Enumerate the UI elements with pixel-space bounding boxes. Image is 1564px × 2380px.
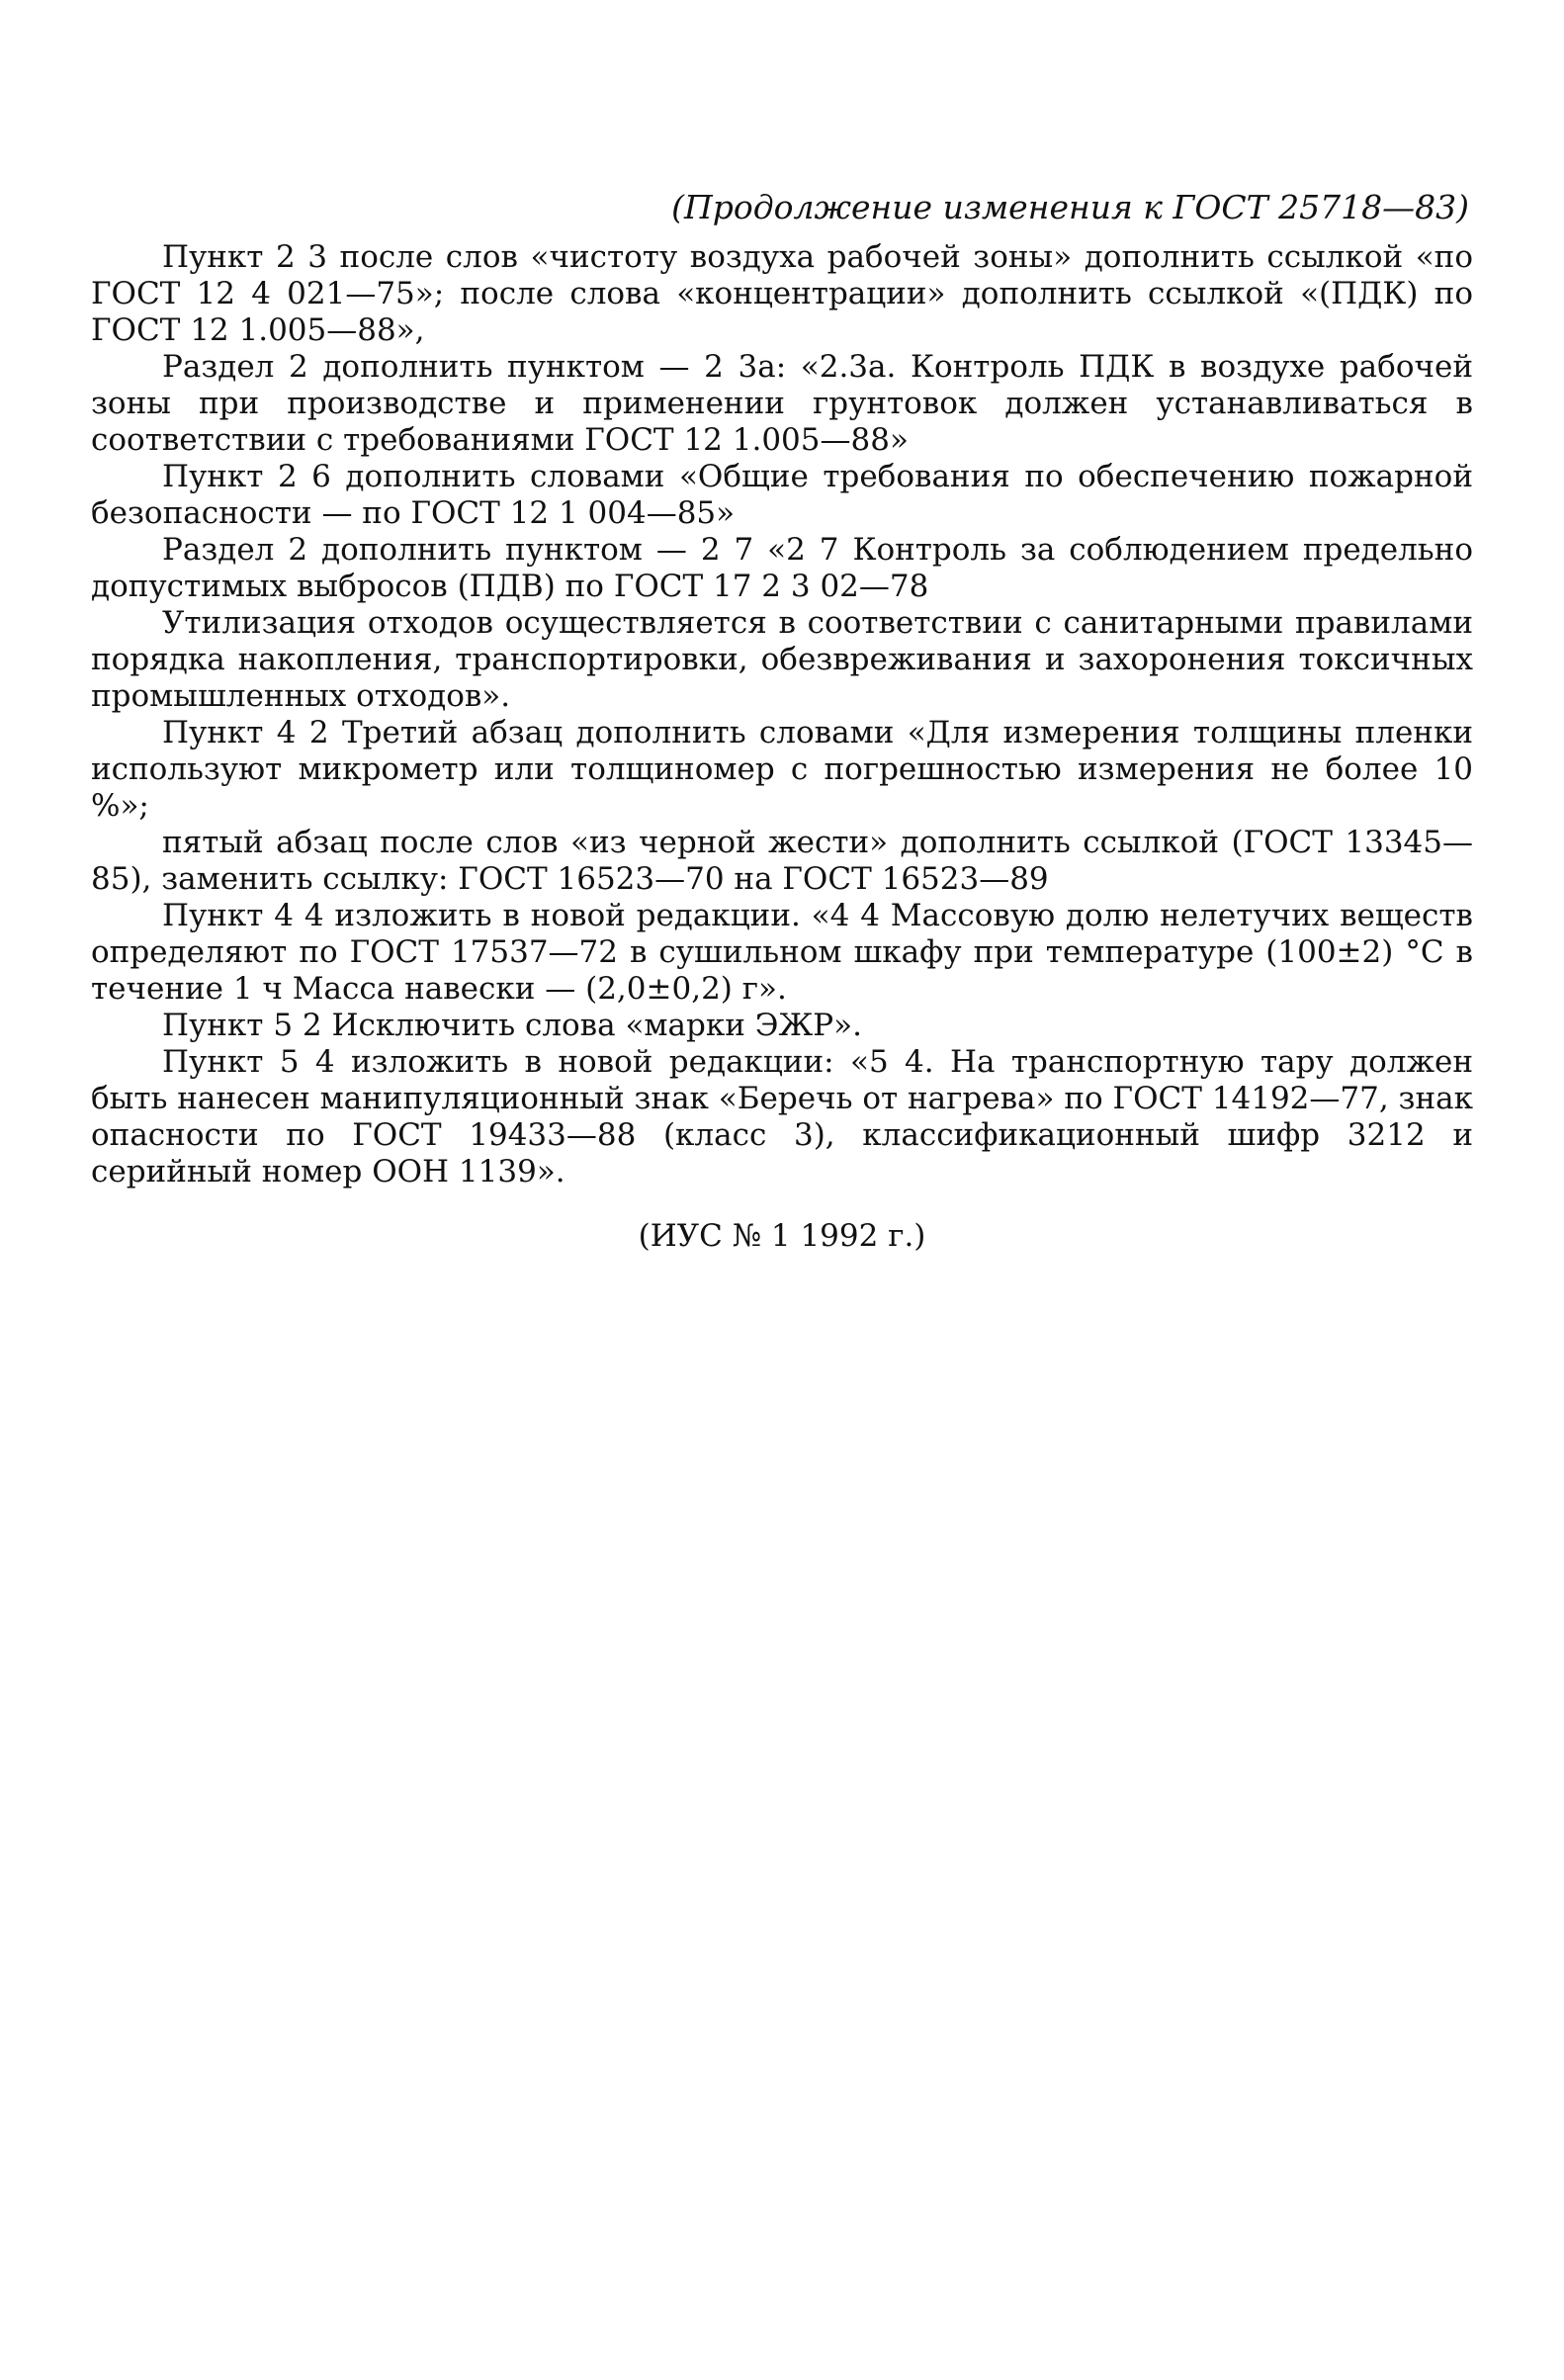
paragraph-p2-7: Раздел 2 дополнить пунктом — 2 7 «2 7 Контроль за соблюдением предельно допустимых выбросов (ПДВ) по ГОСТ 17 2 3 02—78	[91, 532, 1473, 604]
paragraph-p4-4: Пункт 4 4 изложить в новой редакции. «4 4 Массовую долю нелетучих веществ определяют по ГОСТ 17537—72 в сушильном шкафу при температуре (100±2) °С в течение 1 ч Масса навески — (2,0±0,2) г».	[91, 898, 1473, 1007]
continuation-header: (Продолжение изменения к ГОСТ 25718—83)	[671, 188, 1469, 226]
paragraph-p2-3: Пункт 2 3 после слов «чистоту воздуха рабочей зоны» дополнить ссылкой «по ГОСТ 12 4 021—75»; после слова «концентрации» дополнить ссылкой «(ПДК) по ГОСТ 12 1.005—88»,	[91, 239, 1473, 348]
paragraph-p2-6: Пункт 2 6 дополнить словами «Общие требования по обеспечению пожарной безопасности — по ГОСТ 12 1 004—85»	[91, 459, 1473, 531]
paragraph-p5-4: Пункт 5 4 изложить в новой редакции: «5 4. На транспортную тару должен быть нанесен манипуляционный знак «Беречь от нагрева» по ГОСТ 14192—77, знак опасности по ГОСТ 19433—88 (класс 3), классификационный шифр 3212 и серийный номер ООН 1139».	[91, 1044, 1473, 1190]
paragraph-waste-utilization: Утилизация отходов осуществляется в соответствии с санитарными правилами порядка накопления, транспортировки, обезвреживания и захоронения токсичных промышленных отходов».	[91, 605, 1473, 714]
document-page	[91, 188, 1473, 1256]
paragraph-p2-3a: Раздел 2 дополнить пунктом — 2 3а: «2.3а. Контроль ПДК в воздухе рабочей зоны при производстве и применении грунтовок должен устанавливаться в соответствии с требованиями ГОСТ 12 1.005—88»	[91, 349, 1473, 458]
paragraph-p4-2-fifth: пятый абзац после слов «из черной жести» дополнить ссылкой (ГОСТ 13345—85), заменить ссылку: ГОСТ 16523—70 на ГОСТ 16523—89	[91, 825, 1473, 897]
paragraph-p4-2: Пункт 4 2 Третий абзац дополнить словами «Для измерения толщины пленки используют микрометр или толщиномер с погрешностью измерения не более 10 %»;	[91, 715, 1473, 824]
paragraph-p5-2: Пункт 5 2 Исключить слова «марки ЭЖР».	[162, 1008, 862, 1043]
source-note: (ИУС № 1 1992 г.)	[638, 1218, 926, 1254]
